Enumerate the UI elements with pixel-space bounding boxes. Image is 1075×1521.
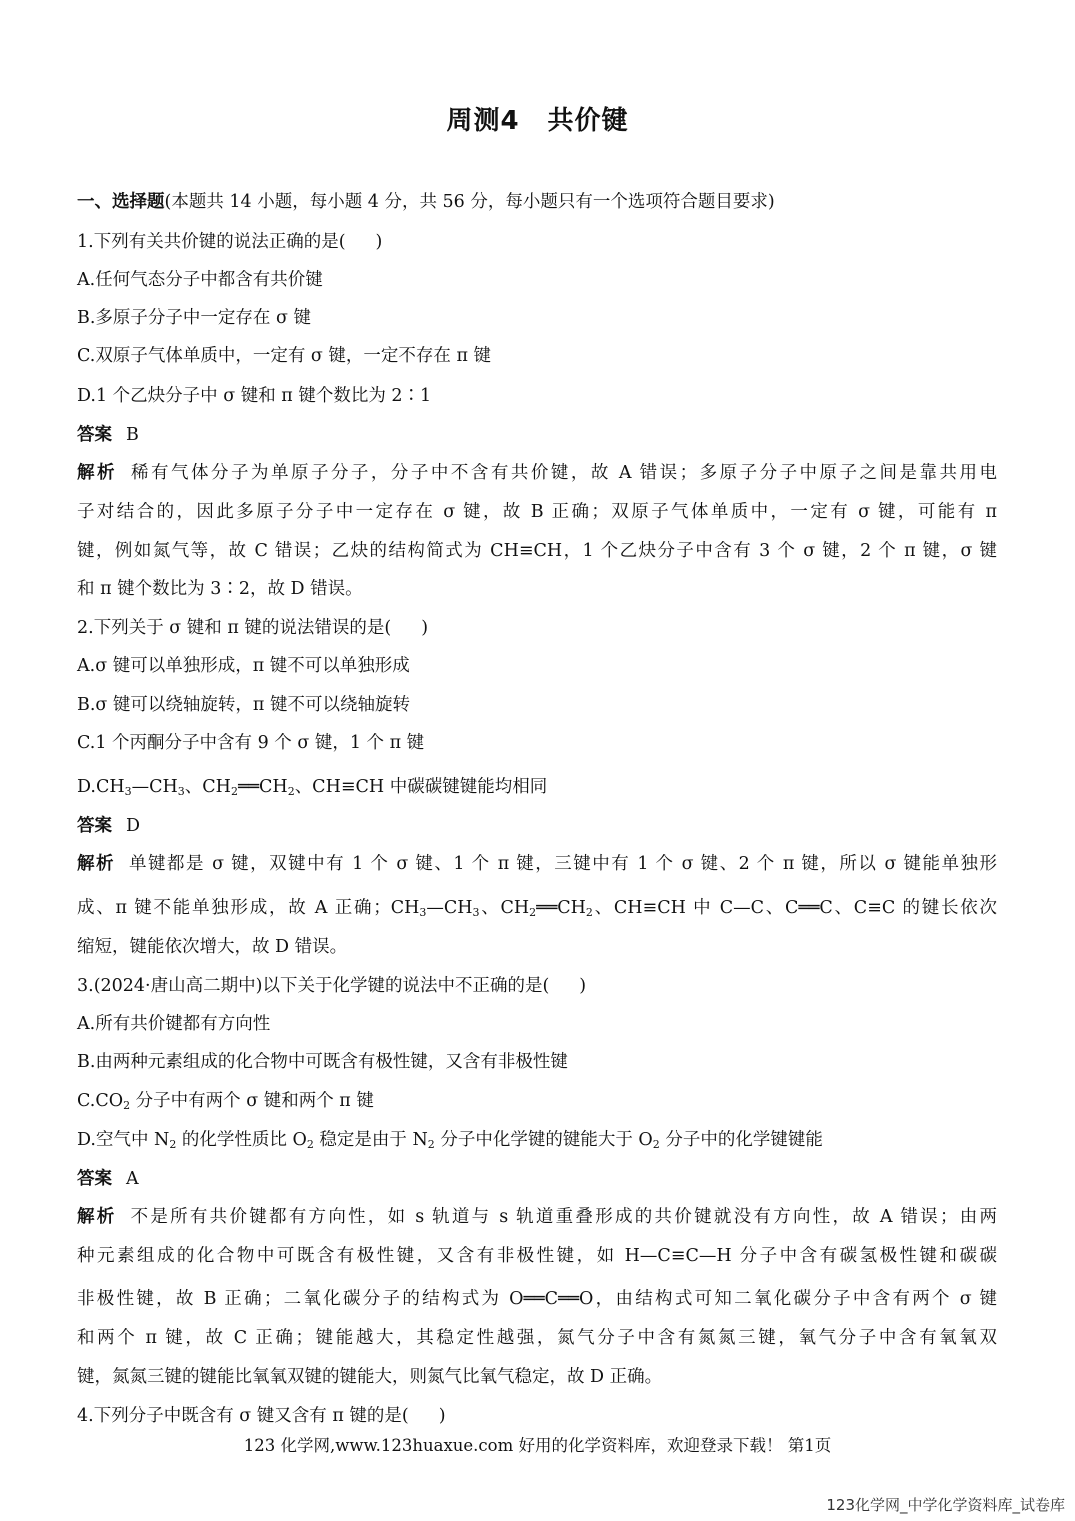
q2-option-d: $D.CH_3—CH_3$、$CH_2══CH_2$、CH≡CH 中碳碳键键能均相同 bbox=[77, 777, 548, 798]
q3-option-d: D.空气中 $N_2$ 的化学性质比 $O_2$ 稳定是由于 $N_2$ 分子中化学键的键能大于 $O_2$ 分子中的化学键键能 bbox=[77, 1130, 823, 1151]
q2-option-c: C.1 个丙酮分子中含有 9 个 σ 键，1 个 π 键 bbox=[77, 733, 425, 753]
q1-option-d: D.1 个乙炔分子中 σ 键和 π 键个数比为 2∶1 bbox=[77, 386, 432, 406]
q1-analysis-line: 子对结合的，因此多原子分子中一定存在 σ 键，故 B 正确；双原子气体单质中，一定有 σ 键，可能有 π bbox=[77, 502, 997, 522]
q1-analysis-line: 解析 稀有气体分子为单原子分子，分子中不含有共价键，故 A 错误；多原子分子中原子之间是靠共用电 bbox=[77, 463, 998, 483]
q3-analysis-line: 键，氮氮三键的键能比氧氧双键的键能大，则氮气比氧气稳定，故 D 正确。 bbox=[77, 1367, 663, 1387]
q2-stem: 2.下列关于 σ 键和 π 键的说法错误的是( ) bbox=[77, 618, 429, 638]
page-title: 周测4 共价键 bbox=[446, 106, 629, 136]
q1-option-c: C.双原子气体单质中，一定有 σ 键，一定不存在 π 键 bbox=[77, 346, 492, 366]
q1-answer: 答案 B bbox=[77, 425, 139, 445]
section-note: (本题共 14 小题，每小题 4 分，共 56 分，每小题只有一个选项符合题目要求) bbox=[164, 192, 775, 212]
watermark: 123化学网_中学化学资料库_试卷库 bbox=[826, 1496, 1065, 1514]
section-label: 一、选择题 bbox=[77, 192, 165, 212]
q3-analysis-line: 解析 不是所有共价键都有方向性，如 s 轨道与 s 轨道重叠形成的共价键就没有方向性，故 A 错误；由两 bbox=[77, 1207, 997, 1227]
q1-analysis-line: 和 π 键个数比为 3∶2，故 D 错误。 bbox=[77, 579, 363, 599]
q1-stem: 1.下列有关共价键的说法正确的是( ) bbox=[77, 232, 383, 252]
q2-option-b: B.σ 键可以绕轴旋转，π 键不可以绕轴旋转 bbox=[77, 695, 410, 715]
q2-option-a: A.σ 键可以单独形成，π 键不可以单独形成 bbox=[77, 656, 410, 676]
q3-option-b: B.由两种元素组成的化合物中可既含有极性键，又含有非极性键 bbox=[77, 1052, 568, 1072]
q4-stem: 4.下列分子中既含有 σ 键又含有 π 键的是( ) bbox=[77, 1406, 446, 1426]
q2-analysis-line: 解析 单键都是 σ 键，双键中有 1 个 σ 键、1 个 π 键，三键中有 1 个 σ 键、2 个 π 键，所以 σ 键能单独形 bbox=[77, 854, 998, 874]
section-heading bbox=[77, 190, 997, 214]
q3-option-a: A.所有共价键都有方向性 bbox=[77, 1014, 271, 1034]
q3-analysis-line: 非极性键，故 B 正确；二氧化碳分子的结构式为 O══C══O，由结构式可知二氧化碳分子中含有两个 σ 键 bbox=[77, 1289, 997, 1309]
q2-analysis-line: 缩短，键能依次增大，故 D 错误。 bbox=[77, 937, 348, 957]
q3-analysis-line: 和两个 π 键，故 C 正确；键能越大，其稳定性越强，氮气分子中含有氮氮三键，氧气分子中含有氧氧双 bbox=[77, 1328, 997, 1348]
q1-option-a: A.任何气态分子中都含有共价键 bbox=[77, 270, 323, 290]
q3-option-c: $C.CO_2$ 分子中有两个 σ 键和两个 π 键 bbox=[77, 1091, 374, 1112]
q2-analysis-line: 成、π 键不能单独形成，故 A 正确；$CH_3—CH_3$、$CH_2══CH_2$、CH≡CH 中 C—C、C══C、C≡C 的键长依次 bbox=[77, 898, 998, 919]
q3-answer: 答案 A bbox=[77, 1169, 139, 1189]
q1-option-b: B.多原子分子中一定存在 σ 键 bbox=[77, 308, 311, 328]
q1-analysis-line: 键，例如氮气等，故 C 错误；乙炔的结构简式为 CH≡CH，1 个乙炔分子中含有 3 个 σ 键，2 个 π 键，σ 键 bbox=[77, 541, 997, 561]
q3-analysis-line: 种元素组成的化合物中可既含有极性键，又含有非极性键，如 H—C≡C—H 分子中含有碳氢极性键和碳碳 bbox=[77, 1246, 997, 1266]
page-footer: 123 化学网,www.123huaxue.com 好用的化学资料库，欢迎登录下载！ 第1页 bbox=[243, 1436, 832, 1455]
q3-stem: 3.(2024·唐山高二期中)以下关于化学键的说法中不正确的是( ) bbox=[77, 976, 587, 996]
q2-answer: 答案 D bbox=[77, 816, 141, 836]
